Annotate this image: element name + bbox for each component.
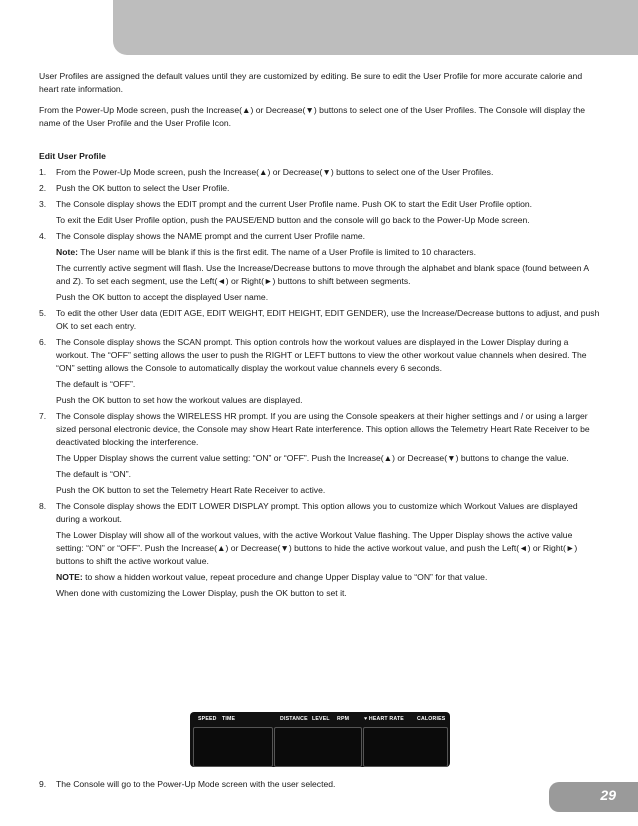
list-item-3 [39,198,601,227]
lcd-label-time: TIME [222,716,236,722]
page-content [39,70,601,603]
page-number-badge [549,782,638,812]
list-item-6 [39,336,601,407]
step-number: 4. [39,231,47,241]
list-item-7 [39,410,601,497]
step-number: 7. [39,411,47,421]
intro-paragraph-1: User Profiles are assigned the default values until they are customized by editing. Be sure to edit the User Profile for more accurate calorie and heart rate information. [39,71,583,94]
step-subparagraph: Push the OK button to set the Telemetry Heart Rate Receiver to active. [56,485,326,495]
note-label: NOTE: [56,572,83,582]
step-number: 2. [39,183,47,193]
step-text: From the Power-Up Mode screen, push the Increase(▲) or Decrease(▼) buttons to select one of the User Profiles. [56,167,494,177]
step-subparagraph: When done with customizing the Lower Display, push the OK button to set it. [56,588,347,598]
step-number: 8. [39,501,47,511]
lcd-label-rpm: RPM [337,716,350,722]
step-number: 9. [39,779,47,789]
list-item-5 [39,307,601,333]
step-text: The Console display shows the SCAN prompt. This option controls how the workout values are displayed in the Lower Display during a workout. The “OFF” setting allows the user to push the RIGHT or LEFT buttons to view the other workout value channels when desired. The “ON” setting allows the Console to automatically display the workout value channels every 6 seconds. [56,337,587,373]
step-number: 6. [39,337,47,347]
intro-paragraph-2: From the Power-Up Mode screen, push the Increase(▲) or Decrease(▼) buttons to select one of the User Profiles. The Console will display the name of the User Profile and the User Profile Icon. [39,105,586,128]
step-number: 3. [39,199,47,209]
header-bar [113,0,638,55]
note-paragraph [56,246,601,259]
list-item-8 [39,500,601,600]
note-paragraph [56,571,601,584]
step-text: The Console display shows the EDIT LOWER DISPLAY prompt. This option allows you to customize which Workout Values are displayed during a workout. [56,501,578,524]
step-text: The Console display shows the WIRELESS HR prompt. If you are using the Console speakers at their higher settings and / or using a larger sized personal electronic device, the Console may show Heart Rate interference. This option allows the Telemetry Heart Rate Receiver to be deactivated blocking the interference. [56,411,590,447]
step-text: The Console will go to the Power-Up Mode screen with the user selected. [56,779,336,789]
lcd-label-calories: CALORIES [417,716,446,722]
lcd-label-level: LEVEL [312,716,330,722]
step-subparagraph: Push the OK button to accept the displayed User name. [56,292,269,302]
step-subparagraph: The Upper Display shows the current value setting: “ON” or “OFF”. Push the Increase(▲) or Decrease(▼) buttons to change the value. [56,453,569,463]
page-number: 29 [600,787,616,803]
step-subparagraph: The default is “ON”. [56,469,131,479]
note-text: The User name will be blank if this is the first edit. The name of a User Profile is limited to 10 characters. [77,247,476,257]
step-text: Push the OK button to select the User Profile. [56,183,230,193]
lcd-cell-middle [274,727,362,767]
lcd-label-heart-rate: ♥ HEART RATE [364,716,404,722]
list-item-2 [39,182,601,195]
step-text: The Console display shows the EDIT prompt and the current User Profile name. Push OK to start the Edit User Profile option. [56,199,533,209]
lower-display-illustration [190,712,450,767]
step-subparagraph: Push the OK button to set how the workout values are displayed. [56,395,303,405]
lcd-header [190,712,450,726]
step-number: 5. [39,308,47,318]
step-subparagraph: The default is “OFF”. [56,379,136,389]
lcd-cell-left [193,727,273,767]
step-subparagraph: To exit the Edit User Profile option, push the PAUSE/END button and the console will go back to the Power-Up Mode screen. [56,215,530,225]
step-subparagraph: The Lower Display will show all of the workout values, with the active Workout Value flashing. The Upper Display shows the active value setting: “ON” or “OFF”. Push the Increase(▲) or Decrease(▼) buttons to hide the active workout value, and push the Left(◄) or Right(►) buttons to shift the active workout value. [56,530,578,566]
lcd-label-distance: DISTANCE [280,716,308,722]
lcd-label-speed: SPEED [198,716,217,722]
list-item-1 [39,166,601,179]
step-subparagraph: The currently active segment will flash. Use the Increase/Decrease buttons to move through the alphabet and blank space (found between A and Z). To set each segment, use the Left(◄) or Right(►) buttons to shift between segments. [56,263,589,286]
list-item-4 [39,230,601,304]
step-number: 1. [39,167,47,177]
step-text: The Console display shows the NAME prompt and the current User Profile name. [56,231,366,241]
note-text: to show a hidden workout value, repeat procedure and change Upper Display value to “ON” for that value. [82,572,488,582]
list-item-9 [39,778,601,791]
step-text: To edit the other User data (EDIT AGE, EDIT WEIGHT, EDIT HEIGHT, EDIT GENDER), use the Increase/Decrease buttons to adjust, and push OK to set each entry. [56,308,600,331]
lcd-cell-right [363,727,448,767]
lcd-panel [190,712,450,767]
section-title: Edit User Profile [39,151,106,161]
note-label: Note: [56,247,78,257]
